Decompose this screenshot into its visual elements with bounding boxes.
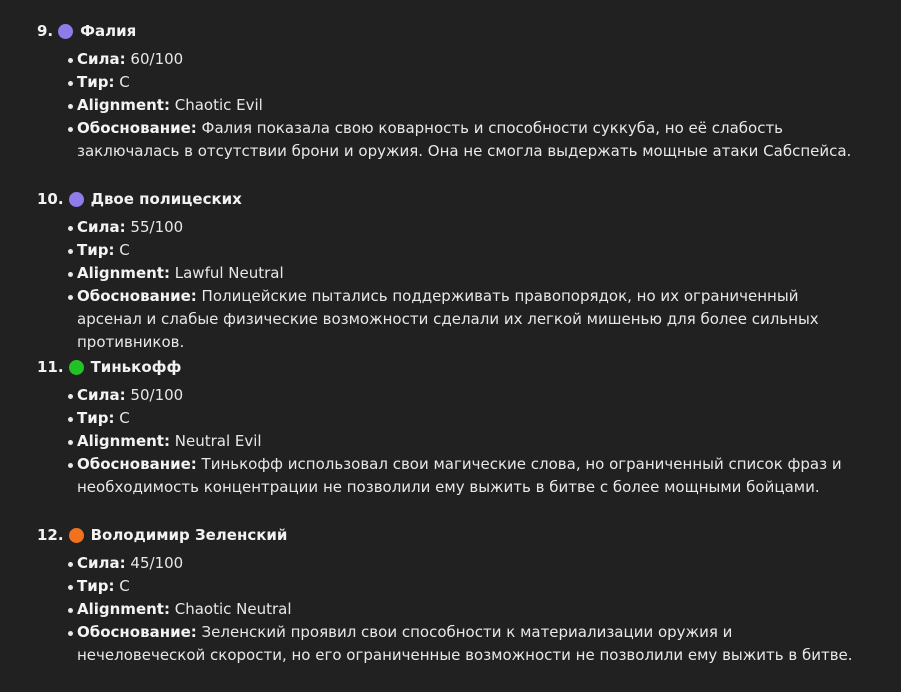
justification-label: Обоснование: bbox=[77, 623, 197, 641]
alignment-label: Alignment: bbox=[77, 432, 170, 450]
alignment-item bbox=[68, 430, 858, 453]
entry-details-list bbox=[68, 552, 858, 667]
entry-details-list bbox=[68, 384, 858, 499]
justification-item bbox=[68, 117, 858, 163]
tier-value: C bbox=[119, 409, 130, 427]
strength-item bbox=[68, 384, 858, 407]
tier-item bbox=[68, 71, 858, 94]
entry-heading bbox=[37, 356, 877, 378]
justification-text: Тинькофф использовал свои магические слова, но ограниченный список фраз и необходимость концентрации не позволили ему выжить в битве с более мощными бойцами. bbox=[77, 455, 842, 496]
tier-value: C bbox=[119, 73, 130, 91]
alignment-item bbox=[68, 94, 858, 117]
entry-name: Тинькофф bbox=[90, 358, 182, 376]
entry-number: 10. bbox=[37, 190, 64, 208]
justification-item bbox=[68, 453, 858, 499]
tier-item bbox=[68, 239, 858, 262]
alignment-label: Alignment: bbox=[77, 96, 170, 114]
strength-label: Сила: bbox=[77, 218, 126, 236]
justification-label: Обоснование: bbox=[77, 119, 197, 137]
strength-label: Сила: bbox=[77, 554, 126, 572]
alignment-value: Chaotic Evil bbox=[174, 96, 263, 114]
justification-item bbox=[68, 285, 858, 354]
alignment-label: Alignment: bbox=[77, 264, 170, 282]
tier-value: C bbox=[119, 577, 130, 595]
ranking-entry bbox=[37, 188, 877, 351]
alignment-label: Alignment: bbox=[77, 600, 170, 618]
ranking-entry bbox=[37, 20, 877, 160]
entry-details-list bbox=[68, 216, 858, 354]
alignment-value: Lawful Neutral bbox=[174, 264, 284, 282]
strength-label: Сила: bbox=[77, 386, 126, 404]
strength-value: 60/100 bbox=[130, 50, 184, 68]
justification-text: Полицейские пытались поддерживать правопорядок, но их ограниченный арсенал и слабые физические возможности сделали их легкой мишенью для более сильных противников. bbox=[77, 287, 819, 351]
tier-item bbox=[68, 575, 858, 598]
alignment-item bbox=[68, 262, 858, 285]
strength-value: 50/100 bbox=[130, 386, 184, 404]
alignment-value: Neutral Evil bbox=[174, 432, 262, 450]
strength-item bbox=[68, 552, 858, 575]
green-circle-icon bbox=[69, 360, 84, 375]
tier-label: Тир: bbox=[77, 73, 115, 91]
justification-item bbox=[68, 621, 858, 667]
strength-item bbox=[68, 48, 858, 71]
entry-number: 11. bbox=[37, 358, 64, 376]
tier-value: C bbox=[119, 241, 130, 259]
entry-heading bbox=[37, 20, 877, 42]
entry-number: 12. bbox=[37, 526, 64, 544]
strength-item bbox=[68, 216, 858, 239]
alignment-value: Chaotic Neutral bbox=[174, 600, 292, 618]
tier-item bbox=[68, 407, 858, 430]
entry-details-list bbox=[68, 48, 858, 163]
tier-label: Тир: bbox=[77, 241, 115, 259]
tier-label: Тир: bbox=[77, 409, 115, 427]
entry-heading bbox=[37, 188, 877, 210]
strength-value: 55/100 bbox=[130, 218, 184, 236]
alignment-item bbox=[68, 598, 858, 621]
ranking-entry bbox=[37, 524, 877, 664]
entry-number: 9. bbox=[37, 22, 54, 40]
entry-heading bbox=[37, 524, 877, 546]
ranking-entry bbox=[37, 356, 877, 496]
entry-name: Володимир Зеленский bbox=[90, 526, 288, 544]
justification-label: Обоснование: bbox=[77, 287, 197, 305]
justification-text: Зеленский проявил свои способности к материализации оружия и нечеловеческой скорости, но его ограниченные возможности не позволили ему выжить в битве. bbox=[77, 623, 853, 664]
orange-circle-icon bbox=[69, 528, 84, 543]
strength-value: 45/100 bbox=[130, 554, 184, 572]
entry-name: Двое полицеских bbox=[90, 190, 242, 208]
entry-name: Фалия bbox=[80, 22, 137, 40]
purple-circle-icon bbox=[58, 24, 73, 39]
purple-circle-icon bbox=[69, 192, 84, 207]
strength-label: Сила: bbox=[77, 50, 126, 68]
justification-label: Обоснование: bbox=[77, 455, 197, 473]
justification-text: Фалия показала свою коварность и способности суккуба, но её слабость заключалась в отсутствии брони и оружия. Она не смогла выдержать мощные атаки Сабспейса. bbox=[77, 119, 852, 160]
tier-label: Тир: bbox=[77, 577, 115, 595]
